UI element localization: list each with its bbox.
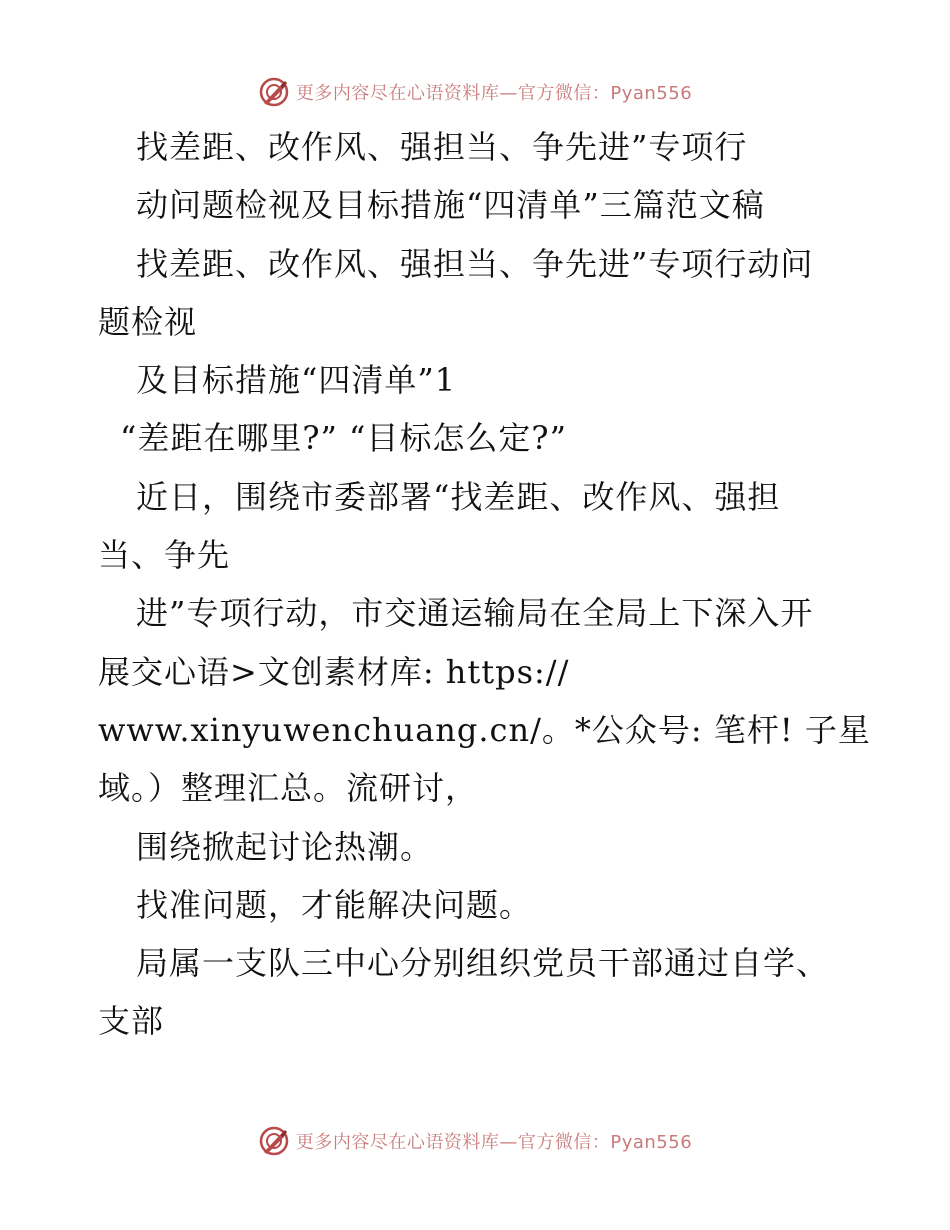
doc-line: 找差距、改作风、强担当、争先进”专项行动问 [136, 244, 814, 283]
doc-line: 进”专项行动，市交通运输局在全局上下深入开 [136, 594, 814, 633]
doc-line: 找准问题，才能解决问题。 [136, 885, 533, 924]
doc-line: 动问题检视及目标措施“四清单”三篇范文稿 [136, 186, 765, 225]
doc-line: 近日，围绕市委部署“找差距、改作风、强担 [136, 477, 781, 516]
pen-logo-icon [258, 76, 290, 108]
document-body [98, 118, 871, 1051]
doc-line: 题检视 [98, 302, 198, 341]
doc-line: 展交心语>文创素材库: https:// [98, 652, 570, 691]
footer-banner-text: 更多内容尽在心语资料库—官方微信：Pyan556 [295, 1132, 693, 1153]
doc-line: 及目标措施“四清单”1 [136, 361, 457, 400]
doc-line: 域。）整理汇总。流研讨， [98, 769, 479, 808]
doc-line: 支部 [98, 1002, 165, 1041]
doc-line: 局属一支队三中心分别组织党员干部通过自学、 [136, 944, 830, 983]
doc-line: “差距在哪里?” “目标怎么定?” [120, 419, 567, 458]
pen-logo-icon [258, 1125, 290, 1157]
header-banner [0, 72, 950, 112]
doc-line-url: www.xinyuwenchuang.cn/。*公众号: 笔杆! 子星 [98, 710, 871, 749]
doc-line: 当、争先 [98, 536, 231, 575]
doc-line: 找差距、改作风、强担当、争先进”专项行 [136, 128, 748, 166]
header-banner-text: 更多内容尽在心语资料库—官方微信：Pyan556 [295, 83, 693, 104]
doc-line: 围绕掀起讨论热潮。 [136, 827, 434, 866]
footer-banner [0, 1121, 950, 1161]
